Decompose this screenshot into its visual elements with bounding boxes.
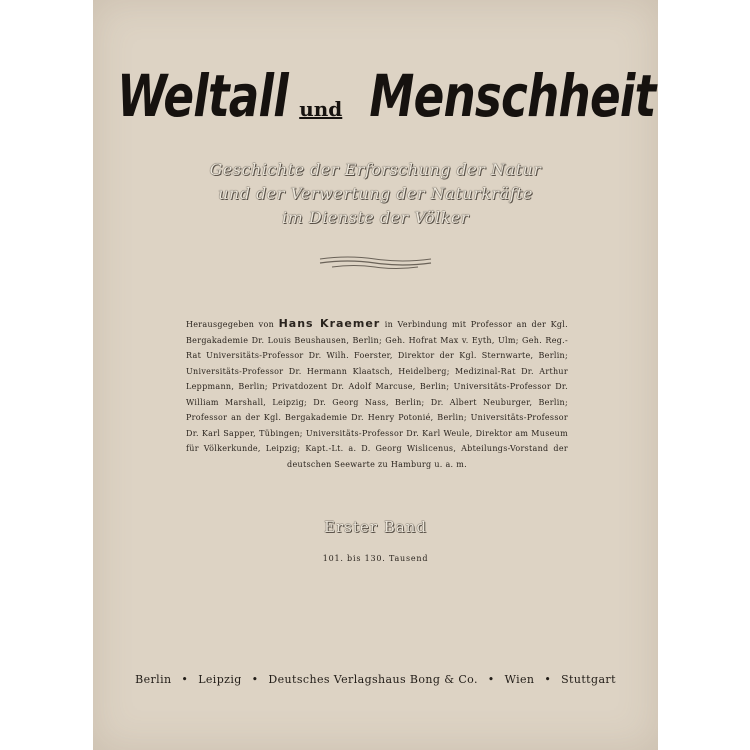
publisher-imprint: [93, 673, 658, 686]
subtitle-line-3: im Dienste der Völker: [282, 208, 469, 227]
editor-collaborators: in Verbindung mit Professor an der Kgl. Bergakademie Dr. Louis Beushausen, Berlin; Geh. Hofrat Max v. Eyth, Ulm; Geh. Reg.-Rat Universitäts-Professor Dr. Wilh. Foerster, Direktor der Kgl. Sternwarte, Berlin; Universitäts-Professor Dr. Hermann Klaatsch, Heidelberg; Medizinal-Rat Dr. Arthur Leppmann, Berlin; Privatdozent Dr. Adolf Marcuse, Berlin; Universitäts-Professor Dr. William Marshall, Leipzig; Dr. Georg Nass, Berlin; Dr. Albert Neuburger, Berlin; Professor an der Kgl. Bergakademie Dr. Henry Potonié, Berlin; Universitäts-Professor Dr. Karl Sapper, Tübingen; Universitäts-Professor Dr. Karl Weule, Direktor am Museum für Völkerkunde, Leipzig; Kapt.-Lt. a. D. Georg Wislicenus, Abteilungs-Vorstand der deutschen Seewarte zu Hamburg u. a. m.: [186, 320, 568, 469]
book-title: [93, 62, 658, 130]
title-part-2: Menschheit: [369, 62, 656, 130]
ornament-divider-icon: [318, 253, 433, 273]
edition-label: 101. bis 130. Tausend: [322, 554, 429, 563]
title-page: [93, 0, 658, 750]
imprint-separator: •: [544, 673, 552, 686]
volume-label: Erster Band: [324, 518, 427, 536]
book-subtitle: [93, 158, 658, 230]
imprint-publisher: Deutsches Verlagshaus Bong & Co.: [268, 673, 478, 686]
imprint-city-wien: Wien: [504, 673, 535, 686]
imprint-city-stuttgart: Stuttgart: [561, 673, 616, 686]
subtitle-line-1: Geschichte der Erforschung der Natur: [209, 160, 542, 179]
imprint-separator: •: [181, 673, 189, 686]
editor-statement: [186, 316, 568, 472]
title-part-1: Weltall: [117, 62, 289, 130]
imprint-city-leipzig: Leipzig: [198, 673, 242, 686]
editor-name: Hans Kraemer: [278, 317, 381, 330]
imprint-city-berlin: Berlin: [135, 673, 172, 686]
editor-prefix: Herausgegeben von: [186, 320, 275, 329]
title-conjunction: und: [299, 97, 343, 121]
subtitle-line-2: und der Verwertung der Naturkräfte: [218, 184, 533, 203]
imprint-separator: •: [251, 673, 259, 686]
imprint-separator: •: [487, 673, 495, 686]
